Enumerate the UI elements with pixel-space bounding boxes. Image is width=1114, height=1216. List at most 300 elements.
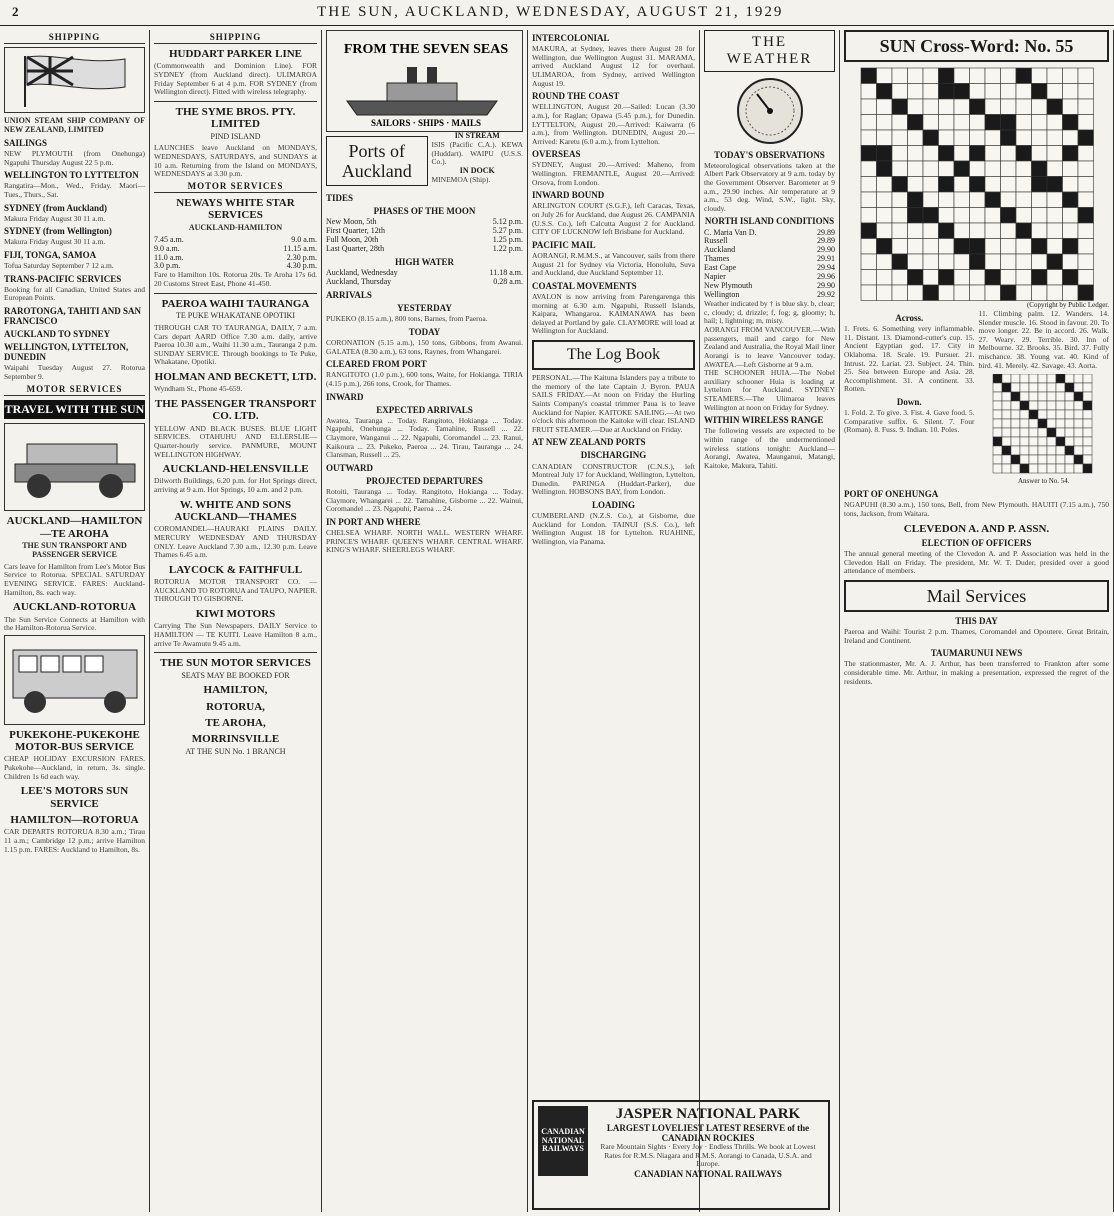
answer-cell <box>1002 419 1011 428</box>
answer-cell <box>993 428 1002 437</box>
crossword-cell[interactable] <box>1031 192 1047 208</box>
bus-illustration <box>4 635 145 725</box>
page-number: 2 <box>12 4 19 20</box>
crossword-cell[interactable] <box>892 192 908 208</box>
answer-cell <box>1074 455 1083 464</box>
crossword-cell[interactable] <box>861 130 877 146</box>
crossword-cell[interactable] <box>892 223 908 239</box>
logbook-title: The Log Book <box>532 340 695 370</box>
crossword-cell[interactable] <box>923 115 939 131</box>
answer-cell <box>1074 401 1083 410</box>
answer-cell <box>1002 428 1011 437</box>
crossword-cell <box>969 99 985 115</box>
crossword-cell[interactable] <box>938 254 954 270</box>
answer-cell <box>1074 446 1083 455</box>
crossword-cell[interactable] <box>954 115 970 131</box>
crossword-cell[interactable] <box>985 99 1001 115</box>
crossword-cell[interactable] <box>985 161 1001 177</box>
crossword-cell[interactable] <box>907 239 923 255</box>
crossword-cell[interactable] <box>938 239 954 255</box>
crossword-cell[interactable] <box>969 161 985 177</box>
crossword-cell[interactable] <box>1031 223 1047 239</box>
crossword-cell[interactable] <box>954 99 970 115</box>
crossword-cell[interactable] <box>892 161 908 177</box>
answer-cell <box>1020 383 1029 392</box>
crossword-cell[interactable] <box>1047 84 1063 100</box>
section-header: SHIPPING <box>154 32 317 44</box>
crossword-cell[interactable] <box>985 223 1001 239</box>
crossword-cell[interactable] <box>892 130 908 146</box>
crossword-cell <box>1078 285 1094 301</box>
answer-cell <box>1011 428 1020 437</box>
crossword-cell[interactable] <box>1062 223 1078 239</box>
crossword-cell[interactable] <box>892 115 908 131</box>
answer-cell <box>1029 428 1038 437</box>
crossword-cell[interactable] <box>1047 68 1063 84</box>
ship-icon <box>327 31 525 129</box>
crossword-cell <box>1047 99 1063 115</box>
crossword-cell[interactable] <box>1016 177 1032 193</box>
crossword-cell[interactable] <box>892 285 908 301</box>
crossword-cell <box>1062 146 1078 162</box>
crossword-cell[interactable] <box>969 115 985 131</box>
section-title: DISCHARGING <box>580 450 647 461</box>
crossword-cell <box>1031 84 1047 100</box>
crossword-cell <box>969 239 985 255</box>
crossword-cell[interactable] <box>1016 285 1032 301</box>
section-title: SYDNEY (from Auckland) <box>4 202 108 213</box>
crossword-cell[interactable] <box>892 146 908 162</box>
answer-cell <box>1002 392 1011 401</box>
crossword-cell[interactable] <box>1000 239 1016 255</box>
crossword-cell[interactable] <box>954 254 970 270</box>
answer-cell <box>1038 410 1047 419</box>
crossword-cell <box>1000 130 1016 146</box>
crossword-cell[interactable] <box>969 270 985 286</box>
answer-cell <box>1056 419 1065 428</box>
crossword-cell[interactable] <box>907 177 923 193</box>
crossword-cell[interactable] <box>1031 115 1047 131</box>
section-title: OVERSEAS <box>532 149 581 160</box>
answer-cell <box>1020 410 1029 419</box>
answer-cell <box>1002 455 1011 464</box>
crossword-cell[interactable] <box>861 99 877 115</box>
crossword-cell <box>938 223 954 239</box>
crossword-cell[interactable] <box>1031 99 1047 115</box>
section-title: NORTH ISLAND CONDITIONS <box>704 216 835 227</box>
ad-title: PAEROA WAIHI TAURANGA <box>161 297 310 310</box>
crossword-cell[interactable] <box>907 130 923 146</box>
crossword-cell[interactable] <box>1000 177 1016 193</box>
crossword-cell[interactable] <box>1031 254 1047 270</box>
crossword-cell[interactable] <box>876 130 892 146</box>
crossword-cell[interactable] <box>923 223 939 239</box>
column-ports: FROM THE SEVEN SEAS SAILORS · SHIPS · MAILS Ports of Auckland IN STREAM ISIS (Pacific C.A.). KEWA (Huddart). WAIPU (U.S.S. Co.). IN DOCK MINEMOA (Ship). TIDES PHASES OF THE MOON New Moon, 5th 5.12 p.m. First Quarter, 12th 5.27 p.m. Full Moon, 20th 1.25 p.m. Last Quarter, 28th 1.22 p.m. HIGH WATER Auckland, Wednesday 11.18 a.m. Auckland, Thursday 0.28 a.m. ARRIVALS YESTERDAY PUKEKO (8.15 a.m.), 800 tons, Barnes, from Paeroa. TODAY CORONATION (5.15 a.m.), 150 tons, Gibbons, from Awanui. GALATEA (8.30 a.m.), 63 tons, Raynes, from Whangarei. CLEARED FROM PORT RANGITOTO (1.0 p.m.), 600 tons, Waite, for Hokianga. TIRIA (4.15 p.m.), 266 tons, Crook, for Thames. INWARD EXPECTED ARRIVALS Awatea, Tauranga ... Today. Rangitoto, Hokianga ... Today. Ngapuhi, Onehunga ... Today. Tamahine, Russell ... 22. Claymore, Wanganui ... 22. Ngapuhi, Coromandel ... 23. Ranui, Kaikoura ... 23. Pukeko, Paeroa ... 24. Tirau, Tauranga ... 24. Clansman, Russell ... 25. OUTWARD PROJECTED DEPARTURES Rotoiti, Tauranga ... Today. Rangitoto, Hokianga ... Today. Claymore, Whangarei ... 22. Tamahine, Gisborne ... 22. Wainui, Coromandel ... 23. Ngapuhi, Paeroa ... 24. IN PORT AND WHERE CHELSEA WHARF. NORTH WALL. WESTERN WHARF. PRINCE'S WHARF. QUEEN'S WHARF. CENTRAL WHARF. KING'S WHARF. SHEERLEGS WHARF. <box>322 30 528 1212</box>
crossword-cell <box>969 254 985 270</box>
crossword-cell <box>938 146 954 162</box>
crossword-cell[interactable] <box>969 208 985 224</box>
answer-cell <box>1038 437 1047 446</box>
answer-cell <box>1065 374 1074 383</box>
crossword-cell[interactable] <box>861 161 877 177</box>
answer-cell <box>1047 455 1056 464</box>
answer-cell <box>1029 383 1038 392</box>
answer-cell <box>1038 419 1047 428</box>
crossword-cell[interactable] <box>1047 208 1063 224</box>
crossword-cell[interactable] <box>954 208 970 224</box>
crossword-cell[interactable] <box>1031 208 1047 224</box>
crossword-cell[interactable] <box>923 68 939 84</box>
crossword-cell[interactable] <box>969 223 985 239</box>
crossword-cell <box>938 270 954 286</box>
crossword-cell[interactable] <box>876 115 892 131</box>
crossword-cell[interactable] <box>1078 177 1094 193</box>
answer-cell <box>1038 392 1047 401</box>
crossword-cell[interactable] <box>1078 84 1094 100</box>
crossword-cell <box>1031 239 1047 255</box>
crossword-cell[interactable] <box>876 177 892 193</box>
crossword-cell[interactable] <box>1000 161 1016 177</box>
crossword-cell[interactable] <box>1016 161 1032 177</box>
crossword-cell[interactable] <box>1000 99 1016 115</box>
crossword-cell[interactable] <box>1047 285 1063 301</box>
answer-cell <box>1038 374 1047 383</box>
answer-cell <box>1011 392 1020 401</box>
crossword-cell[interactable] <box>985 146 1001 162</box>
answer-cell <box>1020 437 1029 446</box>
section-title: AT NEW ZEALAND PORTS <box>532 437 646 448</box>
crossword-cell <box>923 208 939 224</box>
section-title: INTERCOLONIAL <box>532 33 610 43</box>
crossword-cell[interactable] <box>1016 208 1032 224</box>
crossword-cell[interactable] <box>892 68 908 84</box>
crossword-cell[interactable] <box>1078 68 1094 84</box>
crossword-cell[interactable] <box>985 285 1001 301</box>
crossword-cell[interactable] <box>985 130 1001 146</box>
jasper-ad: CANADIAN NATIONAL RAILWAYS JASPER NATIONAL PARK LARGEST LOVELIEST LATEST RESERVE of the CANADIAN ROCKIES Rare Mountain Sights · Every Joy · Endless Thrills. We book at Lowest Rates for R.M.S. Niagara and R.M.S. Aorangi to Canada, U.S.A. and Europe. CANADIAN NATIONAL RAILWAYS <box>532 1100 830 1210</box>
masthead <box>0 0 1114 26</box>
crossword-cell[interactable] <box>907 146 923 162</box>
answer-label: Answer to No. 54. <box>1017 477 1070 486</box>
section-title: TAUMARUNUI NEWS <box>930 648 1023 659</box>
crossword-cell[interactable] <box>1016 254 1032 270</box>
crossword-cell[interactable] <box>954 223 970 239</box>
answer-cell <box>1065 446 1074 455</box>
crossword-cell[interactable] <box>1031 68 1047 84</box>
answer-cell <box>1047 464 1056 473</box>
crossword-cell[interactable] <box>1016 270 1032 286</box>
jasper-footer: CANADIAN NATIONAL RAILWAYS <box>634 1168 782 1179</box>
crossword-cell[interactable] <box>923 84 939 100</box>
seven-seas-banner <box>326 30 523 132</box>
section-title: TODAY <box>408 327 441 338</box>
answer-cell <box>1011 464 1020 473</box>
crossword-cell[interactable] <box>923 192 939 208</box>
answer-cell <box>1056 383 1065 392</box>
answer-cell <box>1020 455 1029 464</box>
banner-subtitle: SAILORS · SHIPS · MAILS <box>370 118 482 128</box>
crossword-cell[interactable] <box>985 177 1001 193</box>
crossword-cell[interactable] <box>1062 99 1078 115</box>
in-stream-label: IN STREAM <box>454 131 500 140</box>
crossword-cell[interactable] <box>938 192 954 208</box>
section-title: CLEVEDON A. AND P. ASSN. <box>903 522 1050 535</box>
ad-line: TE AROHA, <box>205 717 266 730</box>
crossword-cell[interactable] <box>1078 254 1094 270</box>
ad-line: HAMILTON, <box>203 684 268 697</box>
crossword-cell[interactable] <box>876 192 892 208</box>
answer-cell <box>1029 437 1038 446</box>
answer-cell <box>1074 464 1083 473</box>
crossword-cell[interactable] <box>892 270 908 286</box>
crossword-cell[interactable] <box>1016 130 1032 146</box>
answer-cell <box>993 410 1002 419</box>
crossword-cell[interactable] <box>1062 254 1078 270</box>
crossword-cell[interactable] <box>1000 84 1016 100</box>
crossword-cell[interactable] <box>1078 239 1094 255</box>
crossword-cell[interactable] <box>1062 130 1078 146</box>
answer-cell <box>1002 401 1011 410</box>
crossword-cell[interactable] <box>938 208 954 224</box>
answer-cell <box>1020 401 1029 410</box>
answer-cell <box>993 401 1002 410</box>
copyright-line: (Copyright by Public Ledger. <box>1026 301 1109 310</box>
crossword-cell[interactable] <box>892 84 908 100</box>
crossword-cell[interactable] <box>861 84 877 100</box>
crossword-cell[interactable] <box>892 239 908 255</box>
section-title: SYDNEY (from Wellington) <box>4 226 112 237</box>
ad-title: KIWI MOTORS <box>195 608 276 621</box>
section-title: TIDES <box>326 193 354 204</box>
crossword-cell[interactable] <box>876 208 892 224</box>
crossword-cell[interactable] <box>954 192 970 208</box>
answer-cell <box>1038 401 1047 410</box>
ad-title: THE SYME BROS. PTY. LIMITED <box>175 105 296 131</box>
crossword-cell[interactable] <box>1047 146 1063 162</box>
crossword-cell[interactable] <box>985 254 1001 270</box>
crossword-cell[interactable] <box>1078 270 1094 286</box>
answer-cell <box>1038 455 1047 464</box>
crossword-cell[interactable] <box>876 68 892 84</box>
section-title: SAILINGS <box>4 137 48 148</box>
ad-title: THE PASSENGER TRANSPORT CO. LTD. <box>154 398 317 423</box>
answer-cell <box>1038 383 1047 392</box>
crossword-cell[interactable] <box>954 130 970 146</box>
answer-cell <box>1065 383 1074 392</box>
crossword-cell[interactable] <box>1016 115 1032 131</box>
answer-cell <box>1029 446 1038 455</box>
crossword-cell[interactable] <box>923 99 939 115</box>
crossword-cell[interactable] <box>923 270 939 286</box>
car-icon <box>5 424 145 508</box>
crossword-cell[interactable] <box>985 68 1001 84</box>
in-dock-label: IN DOCK <box>459 165 495 175</box>
crossword-cell[interactable] <box>861 115 877 131</box>
answer-cell <box>1083 446 1092 455</box>
crossword-cell[interactable] <box>876 285 892 301</box>
crossword-cell[interactable] <box>923 254 939 270</box>
crossword-cell[interactable] <box>1016 192 1032 208</box>
answer-cell <box>1020 392 1029 401</box>
crossword-cell[interactable] <box>907 223 923 239</box>
crossword-cell <box>1062 239 1078 255</box>
answer-cell <box>1011 419 1020 428</box>
crossword-cell[interactable] <box>1000 68 1016 84</box>
crossword-cell[interactable] <box>907 99 923 115</box>
crossword-cell[interactable] <box>1062 161 1078 177</box>
crossword-cell[interactable] <box>954 270 970 286</box>
crossword-cell[interactable] <box>1000 254 1016 270</box>
crossword-cell[interactable] <box>876 270 892 286</box>
crossword-cell[interactable] <box>1047 115 1063 131</box>
crossword-cell[interactable] <box>1062 208 1078 224</box>
crossword-cell[interactable] <box>1047 192 1063 208</box>
crossword-cell[interactable] <box>923 177 939 193</box>
crossword-cell[interactable] <box>954 146 970 162</box>
ad-line: AT THE SUN No. 1 BRANCH <box>185 746 286 756</box>
crossword-cell[interactable] <box>923 239 939 255</box>
crossword-cell[interactable] <box>1031 146 1047 162</box>
answer-cell <box>1065 455 1074 464</box>
crossword-cell[interactable] <box>938 285 954 301</box>
crossword-cell[interactable] <box>1078 192 1094 208</box>
crossword-cell[interactable] <box>907 68 923 84</box>
crossword-cell[interactable] <box>907 254 923 270</box>
crossword-cell[interactable] <box>861 254 877 270</box>
crossword-cell[interactable] <box>876 254 892 270</box>
crossword-cell[interactable] <box>1000 146 1016 162</box>
ad-title: HAMILTON—ROTORUA <box>10 813 139 826</box>
crossword-cell[interactable] <box>1016 99 1032 115</box>
crossword-cell[interactable] <box>923 161 939 177</box>
crossword-cell[interactable] <box>1000 270 1016 286</box>
crossword-cell <box>1062 192 1078 208</box>
crossword-cell[interactable] <box>954 285 970 301</box>
crossword-cell[interactable] <box>1047 130 1063 146</box>
crossword-cell[interactable] <box>985 239 1001 255</box>
column-shipping-news: INTERCOLONIAL MAKURA, at Sydney, leaves there August 28 for Wellington, due Wellington August 31. MARAMA, arrived Auckland August 12 for overhaul. ULIMAROA, from Sydney, arrived Wellington August 19. ROUND THE COAST WELLINGTON, August 20.—Sailed: Lucan (3.30 a.m.), for Raglan; Opawa (5.45 p.m.), for Dunedin. LYTTELTON, August 20.—Arrived: Kaiwarra (6 a.m.), from Wellington. DUNEDIN, August 20.—Arrived: Karetu (6.0 a.m.), from Lyttelton. OVERSEAS SYDNEY, August 20.—Arrived: Maheno, from Wellington. FREMANTLE, August 20.—Arrived: Orsova, from London. INWARD BOUND ARLINGTON COURT (S.G.F.), left Caracas, Texas, on July 26 for Auckland, due August 26. CAMPANIA (U.S.S. Co.), left Calcutta August 2 for Auckland. CITY OF LUCKNOW left Brisbane for Auckland. PACIFIC MAIL AORANGI, R.M.M.S., at Vancouver, sails from there August 21 for Sydney via Victoria, Honolulu, Suva and Auckland, due Auckland September 11. COASTAL MOVEMENTS AVALON is now arriving from Parengarenga this morning at 6.30 a.m. Ngapuhi, Russell Islands, Kaipara, Whangaroa. KAIMANAWA has been delayed at Portland by gale. CLAYMORE will load at Wellington for Auckland. The Log Book PERSONAL.—The Kaituna Islanders pay a tribute to the memory of the late Captain J. Byron. PAUA SAILS FRIDAY.—At noon on Friday the Hurling Saints Company's coastal trimmer Paua is to leave Auckland for Napier. KAITOKE SAILING.—At two o'clock this afternoon the Kaitoke will clear. ISLAND FRUIT STEAMER.—Due at Auckland on Friday. AT NEW ZEALAND PORTS DISCHARGING CANADIAN CONSTRUCTOR (C.N.S.), left Montreal July 17 for Auckland, Wellington, Lyttelton, Dunedin. PARINGA (Huddart-Parker), due Wellington. HOBSONS BAY, from London. LOADING CUMBERLAND (N.Z.S. Co.), at Gisborne, due Auckland for London. TAINUI (S.S. Co.), left Wellington August 18 for Lyttelton. RUAHINE, Wellington, via Panama. <box>528 30 700 1212</box>
crossword-cell[interactable] <box>1078 115 1094 131</box>
crossword-cell[interactable] <box>861 239 877 255</box>
down-title: Down. <box>896 397 922 408</box>
crossword-cell <box>985 115 1001 131</box>
crossword-cell <box>861 146 877 162</box>
crossword-cell[interactable] <box>1047 270 1063 286</box>
crossword-cell[interactable] <box>969 192 985 208</box>
crossword-cell[interactable] <box>861 270 877 286</box>
crossword-cell[interactable] <box>1062 285 1078 301</box>
crossword-cell[interactable] <box>1031 130 1047 146</box>
crossword-cell[interactable] <box>985 208 1001 224</box>
answer-cell <box>1011 446 1020 455</box>
crossword-cell[interactable] <box>938 99 954 115</box>
crossword-cell[interactable] <box>1062 84 1078 100</box>
crossword-cell[interactable] <box>923 146 939 162</box>
barometer-illustration <box>704 76 835 146</box>
crossword-cell[interactable] <box>1016 239 1032 255</box>
answer-cell <box>1002 464 1011 473</box>
answer-cell <box>1083 437 1092 446</box>
mail-services-title: Mail Services <box>844 580 1109 612</box>
crossword-cell[interactable] <box>1078 223 1094 239</box>
crossword-cell[interactable] <box>985 84 1001 100</box>
crossword-cell <box>907 115 923 131</box>
crossword-cell[interactable] <box>1031 285 1047 301</box>
crossword-cell[interactable] <box>907 84 923 100</box>
crossword-cell <box>892 99 908 115</box>
crossword-cell[interactable] <box>969 285 985 301</box>
crossword-cell[interactable] <box>1016 84 1032 100</box>
crossword-cell[interactable] <box>1047 223 1063 239</box>
answer-cell <box>1020 428 1029 437</box>
crossword-cell[interactable] <box>907 161 923 177</box>
answer-cell <box>1083 410 1092 419</box>
crossword-cell[interactable] <box>938 115 954 131</box>
crossword-cell[interactable] <box>861 192 877 208</box>
section-title: PORT OF ONEHUNGA <box>844 489 939 500</box>
crossword-cell[interactable] <box>938 130 954 146</box>
column-crossword: SUN Cross-Word: No. 55 (Copyright by Public Ledger. Across. 1. Frets. 6. Something very inflammable. 11. Distant. 13. Diamond-cutter's cup. 15. Ancient Egyptian god. 17. City in Oklahoma. 18. Scale. 19. Pursuer. 21. Intrust. 22. Lariat. 23. Subject. 24. Thin. 25. Sea between Europe and Asia. 28. Accomplishment. 31. A continent. 33. Rotten. Down. 1. Fold. 2. To give. 3. Fist. 4. Gave food. 5. Comparative suffix. 6. Silent. 7. Four (Roman). 8. Fuss. 9. Indian. 10. Poles. 11. Climbing palm. 12. Wanders. 14. Slender muscle. 16. Stood in favour. 20. To move longer. 22. Be in accord. 26. Walk. 27. Weary. 29. Terrible. 30. Inn of Melbourne. 32. Brooks. 35. Bird. 37. Fully mischance. 38. Young vat. 40. Kind of bird. 41. Merely. 42. Savage. 43. Aorta. Answer to No. 54. PORT OF ONEHUNGA NGAPUHI (8.30 a.m.), 150 tons, Bell, from New Plymouth. HAUITI (7.15 a.m.), 750 tons, Jackson, from Waitara. CLEVEDON A. AND P. ASSN. ELECTION OF OFFICERS The annual general meeting of the Clevedon A. and P. Association was held in the Clevedon Hall on Friday. The president, Mr. W. T. Duder, presided over a good attendance of members. Mail Services THIS DAY Paeroa and Waihi: Tourist 2 p.m. Thames, Coromandel and Opoutere. Great Britain, Ireland and Continent. TAUMARUNUI NEWS The stationmaster, Mr. A. J. Arthur, has been transferred to Frankton after some considerable time. Mr. Arthur, in making a presentation, expressed the regret of the residents. <box>840 30 1114 1212</box>
answer-cell <box>1056 464 1065 473</box>
crossword-cell[interactable] <box>1000 223 1016 239</box>
answer-cell <box>1056 401 1065 410</box>
crossword-cell[interactable] <box>1000 192 1016 208</box>
crossword-cell[interactable] <box>954 68 970 84</box>
answer-cell <box>1074 392 1083 401</box>
crossword-cell <box>1000 115 1016 131</box>
crossword-cell[interactable] <box>876 99 892 115</box>
section-title: COASTAL MOVEMENTS <box>532 280 637 291</box>
crossword-cell <box>923 130 939 146</box>
crossword-cell <box>907 208 923 224</box>
crossword-cell[interactable] <box>1078 161 1094 177</box>
crossword-cell[interactable] <box>892 208 908 224</box>
section-title: CLEARED FROM PORT <box>326 359 427 370</box>
crossword-cell <box>876 161 892 177</box>
section-title: ELECTION OF OFFICERS <box>921 537 1032 548</box>
crossword-cell[interactable] <box>1047 239 1063 255</box>
section-title: HIGH WATER <box>395 257 454 268</box>
section-header: MOTOR SERVICES <box>4 384 145 396</box>
crossword-cell[interactable] <box>969 68 985 84</box>
crossword-cell[interactable] <box>907 285 923 301</box>
crossword-cell[interactable] <box>1078 99 1094 115</box>
crossword-cell <box>938 68 954 84</box>
crossword-cell[interactable] <box>876 223 892 239</box>
crossword-cell[interactable] <box>861 177 877 193</box>
crossword-cell[interactable] <box>969 130 985 146</box>
crossword-cell[interactable] <box>861 208 877 224</box>
answer-cell <box>1020 374 1029 383</box>
column-shipping-1: SHIPPING UNION STEAM SHIP COMPANY OF NEW ZEALAND, LIMITED SAILINGS NEW PLYMOUTH (from Onehunga) Ngapuhi Thursday August 22 5 p.m. WELLINGTON TO LYTTELTON Rangatira—Mon., Wed., Friday. Maori—Tues., Thurs., Sat. SYDNEY (from Auckland) Makura Friday August 30 11 a.m. SYDNEY (from Wellington) Makura Friday August 30 11 a.m. FIJI, TONGA, SAMOA Tofua Saturday September 7 12 a.m. TRANS-PACIFIC SERVICES Booking for all Canadian, United States and European Points. RAROTONGA, TAHITI AND SAN FRANCISCO AUCKLAND TO SYDNEY WELLINGTON, LYTTELTON, DUNEDIN Waipahi Tuesday August 27. Rotorua September 9. MOTOR SERVICES TRAVEL WITH THE SUN AUCKLAND—HAMILTON—TE AROHA THE SUN TRANSPORT AND PASSENGER SERVICE Cars leave for Hamilton from Lee's Motor Bus Service to Rotorua. SPECIAL SATURDAY EVENING SERVICE. FARES: Auckland-Hamilton, 8s. each way. AUCKLAND-ROTORUA The Sun Service Connects at Hamilton with the Hamilton-Rotorua Service. PUKEKOHE-PUKEKOHE MOTOR-BUS SERVICE CHEAP HOLIDAY EXCURSION FARES. Pukekohe—Auckland, in return, 3s. single. Children 1s 6d each way. LEE'S MOTORS SUN SERVICE HAMILTON—ROTORUA CAR DEPARTS ROTORUA 8.30 a.m.; Tirau 11 a.m.; Cambridge 12 p.m.; arrive Hamilton 1.15 p.m. FARES: Auckland to Hamilton, 8s. <box>0 30 150 1212</box>
crossword-cell[interactable] <box>1062 177 1078 193</box>
crossword-cell[interactable] <box>969 84 985 100</box>
crossword-cell[interactable] <box>1062 68 1078 84</box>
answer-cell <box>993 419 1002 428</box>
answer-cell <box>1056 428 1065 437</box>
answer-cell <box>1047 419 1056 428</box>
crossword-cell[interactable] <box>1078 146 1094 162</box>
crossword-cell[interactable] <box>861 285 877 301</box>
crossword-cell[interactable] <box>1047 161 1063 177</box>
crossword-cell <box>861 223 877 239</box>
answer-cell <box>1065 392 1074 401</box>
answer-cell <box>1056 374 1065 383</box>
answer-cell <box>1047 401 1056 410</box>
crossword-cell[interactable] <box>954 177 970 193</box>
crossword-grid[interactable] <box>845 66 1109 302</box>
crossword-cell[interactable] <box>938 161 954 177</box>
